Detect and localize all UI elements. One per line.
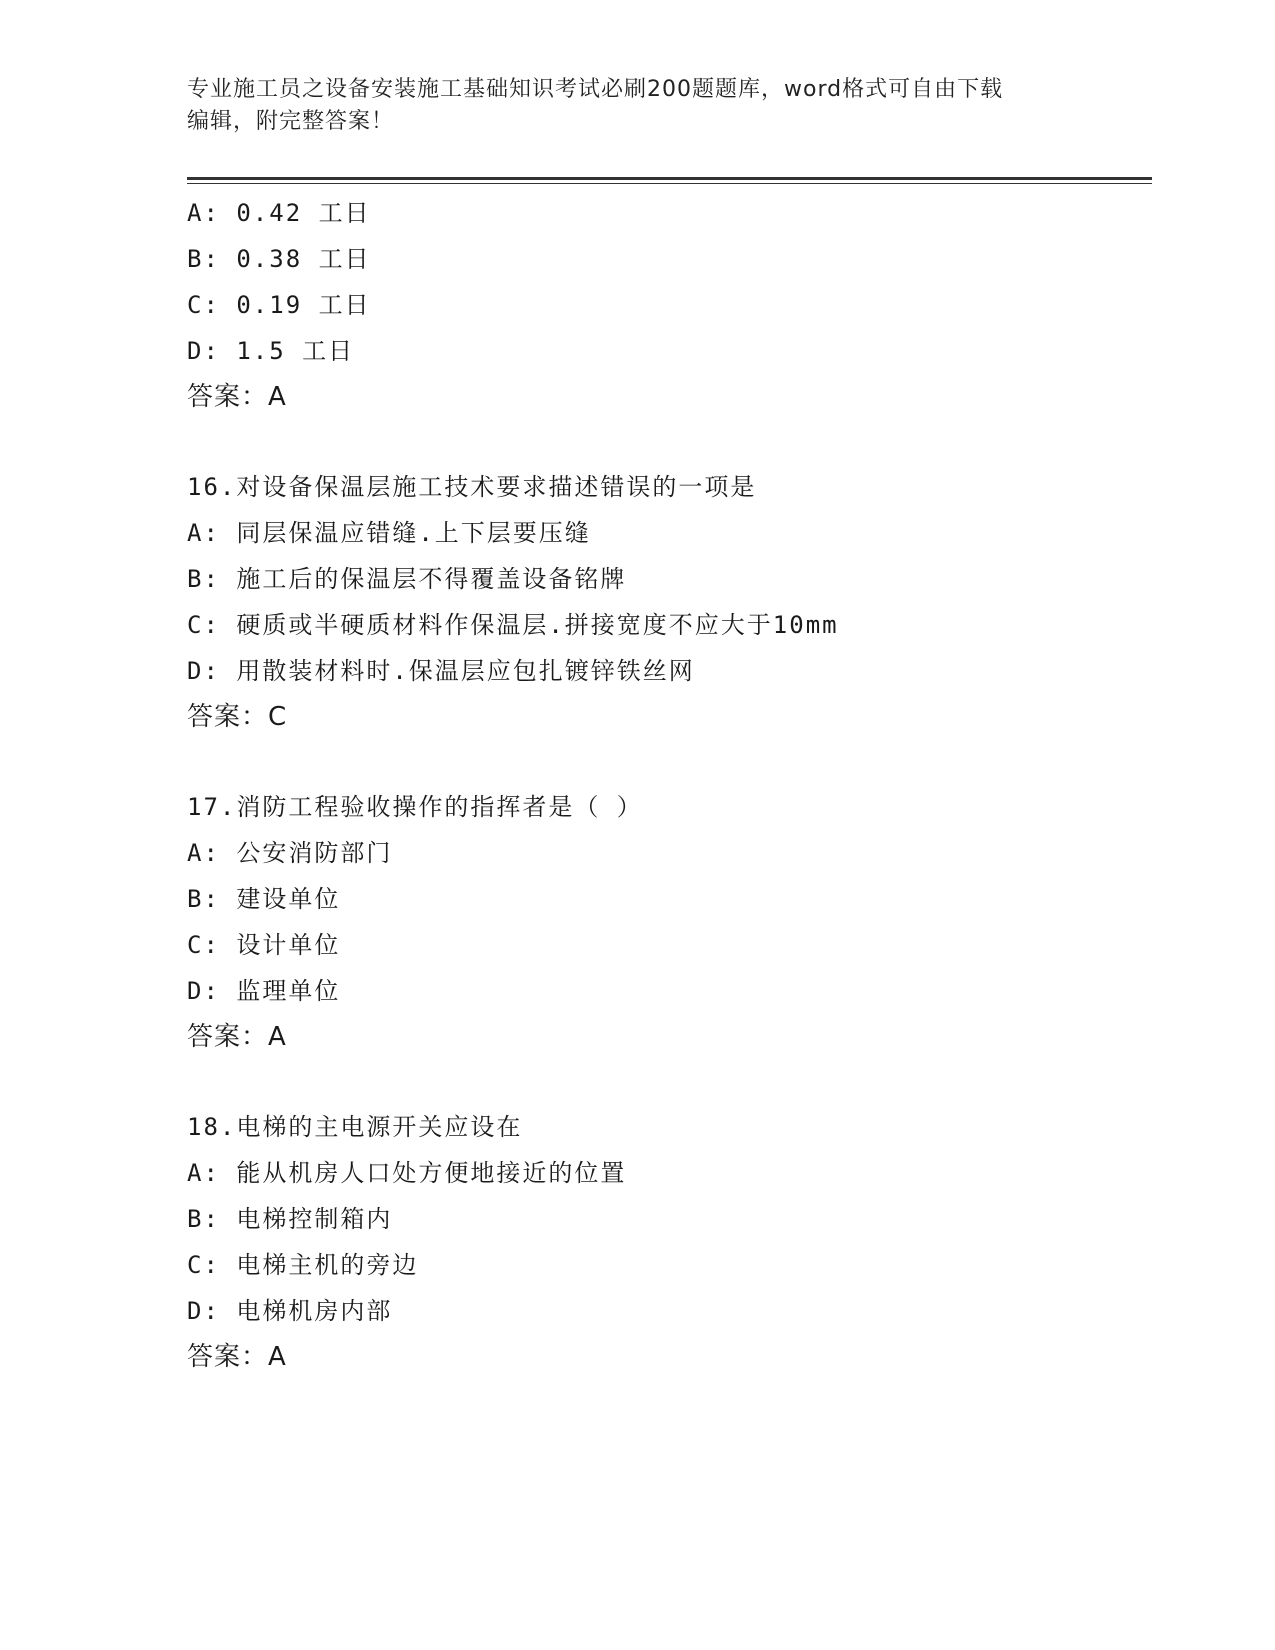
option-c: C: 电梯主机的旁边 [187,1251,419,1279]
document-header [187,74,1087,138]
header-divider-thick [187,177,1152,180]
header-title-line-1: 专业施工员之设备安装施工基础知识考试必刷200题题库，word格式可自由下载 [187,77,1004,102]
answer-line: 答案：C [187,702,288,732]
option-d: D: 用散装材料时.保温层应包扎镀锌铁丝网 [187,657,695,685]
header-title-line-2: 编辑，附完整答案！ [187,109,395,134]
question-title: 17.消防工程验收操作的指挥者是（ ） [187,793,643,821]
answer-line: 答案：A [187,382,287,412]
option-c: C: 设计单位 [187,931,341,959]
option-b: B: 电梯控制箱内 [187,1205,393,1233]
option-b: B: 建设单位 [187,885,341,913]
option-a: A: 公安消防部门 [187,839,393,867]
spacer [187,420,1167,464]
spacer [187,1060,1167,1104]
answer-line: 答案：A [187,1022,287,1052]
question-block-18 [187,1104,1167,1380]
question-block-16 [187,464,1167,740]
option-d: D: 监理单位 [187,977,341,1005]
option-c: C: 0.19 工日 [187,291,371,319]
question-block-15 [187,190,1167,420]
option-d: D: 1.5 工日 [187,337,355,365]
option-a: A: 同层保温应错缝.上下层要压缝 [187,519,591,547]
option-c: C: 硬质或半硬质材料作保温层.拼接宽度不应大于10mm [187,611,839,639]
header-divider-thin [187,183,1152,184]
option-a: A: 0.42 工日 [187,199,371,227]
option-d: D: 电梯机房内部 [187,1297,393,1325]
option-a: A: 能从机房人口处方便地接近的位置 [187,1159,627,1187]
answer-line: 答案：A [187,1342,287,1372]
option-b: B: 施工后的保温层不得覆盖设备铭牌 [187,565,627,593]
spacer [187,740,1167,784]
question-title: 18.电梯的主电源开关应设在 [187,1113,523,1141]
question-title: 16.对设备保温层施工技术要求描述错误的一项是 [187,473,757,501]
option-b: B: 0.38 工日 [187,245,371,273]
question-list [187,190,1167,1380]
question-block-17 [187,784,1167,1060]
